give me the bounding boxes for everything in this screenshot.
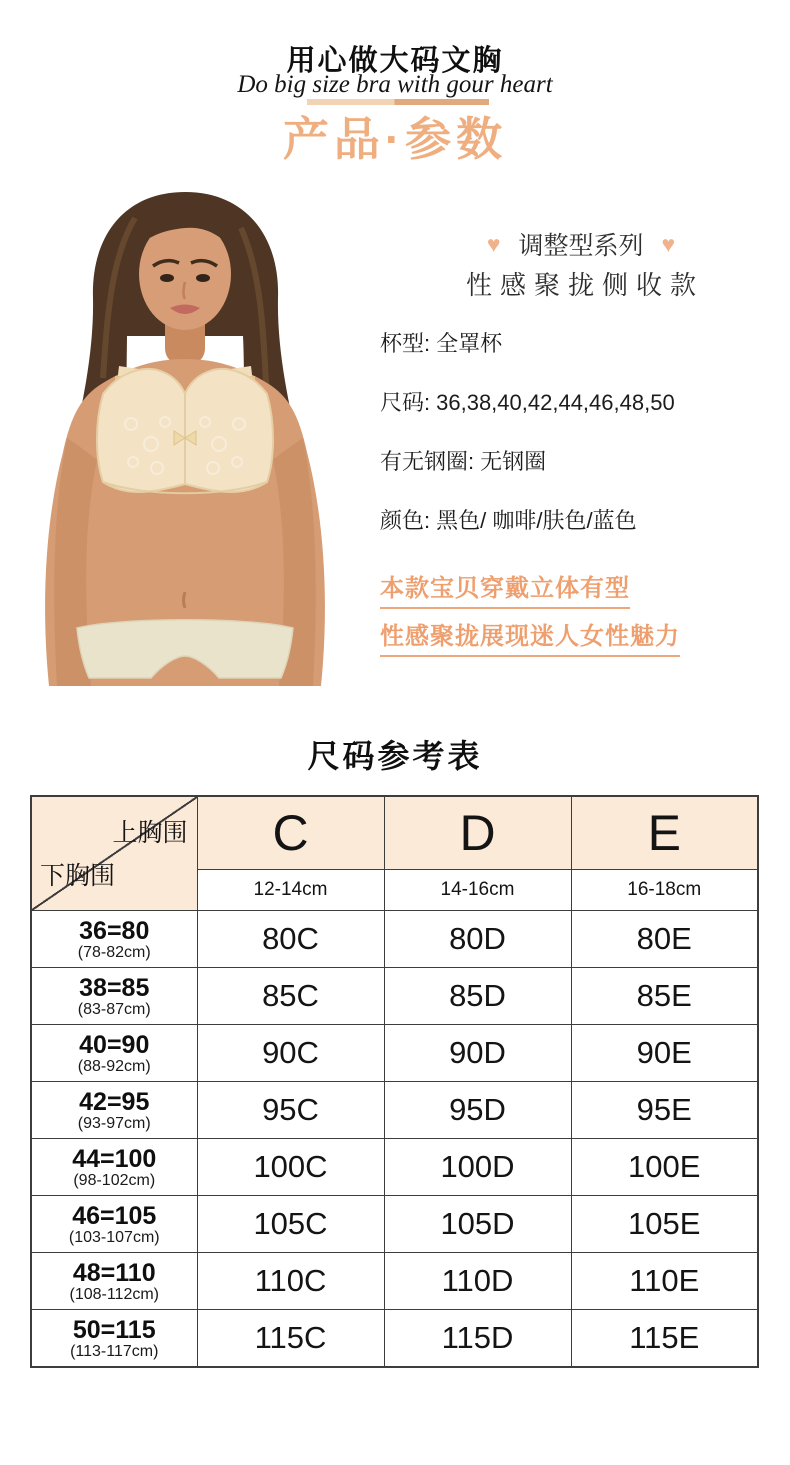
size-code: 46=105: [72, 1201, 157, 1230]
size-row-header: [31, 1139, 197, 1196]
size-range: (98-102cm): [73, 1171, 156, 1189]
size-cell: 90E: [571, 1025, 758, 1082]
corner-cell: [31, 796, 197, 911]
size-range: (108-112cm): [69, 1285, 159, 1303]
table-row: [31, 1310, 758, 1368]
corner-top-label: 上胸围: [112, 819, 188, 847]
size-code: 50=115: [72, 1315, 156, 1344]
spec-label: 尺码:: [380, 390, 431, 415]
nose: [184, 282, 186, 299]
size-cell: 100E: [571, 1139, 758, 1196]
size-cell: 80E: [571, 911, 758, 968]
size-cell: 90D: [384, 1025, 571, 1082]
slogan-line: [380, 616, 784, 657]
cup-header: C: [197, 796, 384, 870]
product-info: [378, 228, 784, 664]
slogan-block: [378, 568, 784, 657]
size-code: 44=100: [72, 1144, 157, 1173]
cup-header: E: [571, 796, 758, 870]
size-range: (83-87cm): [77, 1000, 151, 1018]
table-row: [31, 968, 758, 1025]
size-cell: 115E: [571, 1310, 758, 1368]
size-code: 42=95: [79, 1087, 150, 1116]
size-row-header: [31, 1310, 197, 1368]
series-name: 调整型系列: [518, 232, 644, 260]
cup-header: D: [384, 796, 571, 870]
size-cell: 80D: [384, 911, 571, 968]
size-row-header: [31, 1025, 197, 1082]
size-cell: 110E: [571, 1253, 758, 1310]
spec-underwire: [380, 450, 784, 473]
brand-slogan-cn: 用心做大码文胸: [286, 45, 504, 77]
table-row: [31, 1196, 758, 1253]
size-row-header: [31, 1253, 197, 1310]
product-photo: [15, 186, 371, 686]
size-range: (103-107cm): [68, 1228, 160, 1246]
size-range: (93-97cm): [77, 1114, 151, 1132]
size-range: (78-82cm): [77, 943, 151, 961]
size-cell: 85E: [571, 968, 758, 1025]
spec-value: 无钢圈: [480, 449, 547, 474]
spec-value: 黑色/ 咖啡/肤色/蓝色: [436, 508, 637, 533]
heart-icon: ♥: [486, 230, 501, 257]
cup-range: 12-14cm: [197, 870, 384, 911]
spec-value: 全罩杯: [436, 331, 503, 356]
spec-label: 颜色:: [380, 508, 431, 533]
size-code: 48=110: [72, 1258, 156, 1287]
spec-label: 有无钢圈:: [380, 449, 475, 474]
navel: [184, 592, 186, 608]
size-cell: 110C: [197, 1253, 384, 1310]
brand-slogan-en: Do big size bra with gour heart: [237, 71, 553, 98]
size-code: 40=90: [79, 1030, 150, 1059]
size-cell: 115C: [197, 1310, 384, 1368]
size-cell: 85C: [197, 968, 384, 1025]
size-cell: 110D: [384, 1253, 571, 1310]
slogan-text: 性感聚拢展现迷人女性魅力: [380, 616, 680, 657]
size-row-header: [31, 1082, 197, 1139]
slogan-text: 本款宝贝穿戴立体有型: [380, 568, 630, 609]
size-chart: [30, 795, 759, 1368]
size-cell: 100D: [384, 1139, 571, 1196]
size-range: (113-117cm): [70, 1342, 159, 1360]
series-row: [378, 228, 784, 260]
table-row: [31, 1139, 758, 1196]
size-cell: 105C: [197, 1196, 384, 1253]
heart-icon: ♥: [661, 230, 676, 257]
size-cell: 105E: [571, 1196, 758, 1253]
corner-bottom-label: 下胸围: [40, 862, 116, 890]
spec-label: 杯型:: [380, 331, 431, 356]
size-cell: 95D: [384, 1082, 571, 1139]
size-cell: 80C: [197, 911, 384, 968]
spec-list: [378, 332, 784, 532]
spec-cup-type: [380, 332, 784, 355]
table-row: [31, 1025, 758, 1082]
cup-header-row: [31, 796, 758, 870]
size-cell: 85D: [384, 968, 571, 1025]
size-chart-title: 尺码参考表: [307, 738, 483, 774]
spec-value: 36,38,40,42,44,46,48,50: [436, 390, 675, 415]
style-name: 性感聚拢侧收款: [465, 270, 704, 300]
spec-colors: [380, 509, 784, 532]
size-row-header: [31, 968, 197, 1025]
table-row: [31, 911, 758, 968]
table-row: [31, 1253, 758, 1310]
table-row: [31, 1082, 758, 1139]
size-code: 38=85: [79, 973, 150, 1002]
cup-range: 14-16cm: [384, 870, 571, 911]
left-eye: [160, 274, 174, 282]
model-illustration: [15, 186, 371, 686]
size-cell: 105D: [384, 1196, 571, 1253]
size-cell: 115D: [384, 1310, 571, 1368]
cup-range: 16-18cm: [571, 870, 758, 911]
size-row-header: [31, 911, 197, 968]
size-cell: 95E: [571, 1082, 758, 1139]
size-cell: 95C: [197, 1082, 384, 1139]
spec-sizes: [380, 391, 784, 414]
size-cell: 100C: [197, 1139, 384, 1196]
section-title: 产品·参数: [282, 113, 508, 165]
slogan-line: [380, 568, 784, 609]
size-range: (88-92cm): [77, 1057, 151, 1075]
right-eye: [196, 274, 210, 282]
size-code: 36=80: [79, 916, 150, 945]
size-cell: 90C: [197, 1025, 384, 1082]
size-row-header: [31, 1196, 197, 1253]
